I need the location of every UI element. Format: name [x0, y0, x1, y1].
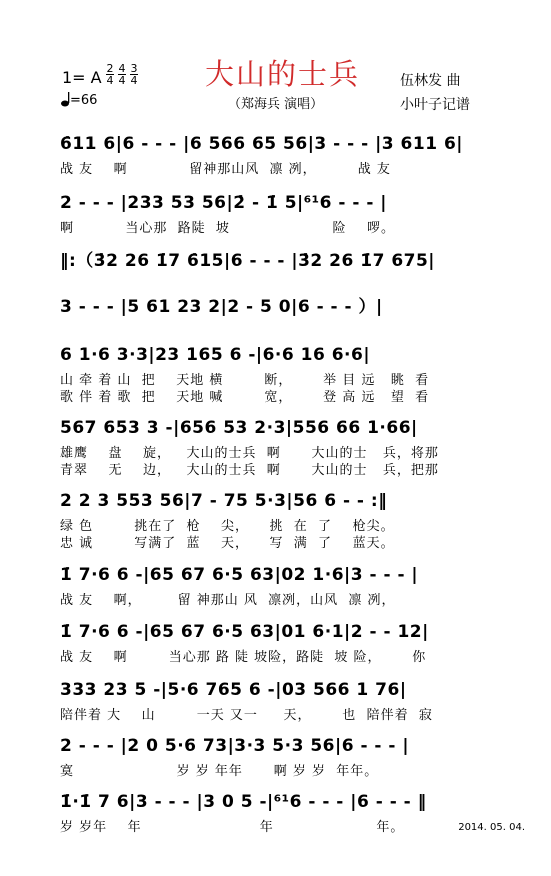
lyric-line: 战 友 啊 当心那 路 陡 坡险，路陡 坡 险， 你	[60, 649, 427, 665]
composer-credit: 伍林发 曲	[400, 73, 461, 89]
lyric-line-verse-1: 雄鹰 盘 旋， 大山的士兵 啊 大山的士 兵，将那	[60, 445, 439, 461]
notation-line: 2 - - - |233 53 56|2̇ - 1̇ 5|⁶¹6 - - - |	[60, 193, 388, 213]
meter-3: $\frac{3}{4}$	[130, 62, 138, 87]
notation-line: 2 - - - |2 0 5·6 73|3·3 5·3 56|6 - - - |	[60, 736, 410, 756]
time-signatures	[106, 63, 138, 86]
song-title: 大山的士兵	[205, 57, 361, 91]
lyric-line-verse-1: 绿 色 挑在了 枪 尖， 挑 在 了 枪尖。	[60, 518, 395, 534]
notation-line: 6 1·6 3·3|23 165 6 -|6·6 16 6·6|	[60, 345, 371, 365]
performer-credit: （郑海兵 演唱）	[228, 97, 324, 112]
notation-line: 2 2 3 553 56|7 - 75 5·3|56 6 - - :‖	[60, 491, 388, 511]
lyric-line-verse-2: 歌 伴 着 歌 把 天地 喊 宽， 登 高 远 望 看	[60, 389, 430, 405]
notation-line: 333 23 5 -|5·6 765 6 -|03 566 1 76|	[60, 680, 407, 700]
tempo-marking: =66	[70, 93, 98, 108]
lyric-line-verse-2: 青翠 无 边， 大山的士兵 啊 大山的士 兵，把那	[60, 462, 439, 478]
notation-line: 6̇11 6|6 - - - |6 566 65 56|3 - - - |3 611 6|	[60, 134, 463, 154]
lyric-line-verse-2: 忠 诚 写满了 蓝 天， 写 满 了 蓝天。	[60, 535, 395, 551]
notation-line: 3 - - - |5 61 23 2|2 - 5 0|6 - - - ）|	[60, 296, 383, 317]
notation-line: 1̇ 7·6 6 -|65 67 6·5 63|01 6·1|2 - - 12|	[60, 622, 429, 642]
transcription-date: 2014. 05. 04.	[458, 822, 525, 833]
key-signature: 1= A	[62, 68, 102, 87]
notation-line: 1̇ 7·6 6 -|65 67 6·5 63|02 1·6|3 - - - |	[60, 565, 419, 585]
lyric-line: 陪伴着 大 山 一天 又一 天， 也 陪伴着 寂	[60, 707, 433, 723]
meter-1: $\frac{2}{4}$	[106, 62, 114, 87]
lyric-line: 啊 当心那 路陡 坡 险 啰。	[60, 220, 396, 236]
notation-line: 1̇·1̇ 7 6|3 - - - |3 0 5 -|⁶¹6 - - - |6 - - - ‖	[60, 792, 427, 812]
notation-line: ‖:（3̇2 26 1̇7 6̇15|6 - - - |3̇2 26 1̇7 675|	[60, 250, 436, 271]
meter-2: $\frac{4}{4}$	[118, 62, 126, 87]
lyric-line-verse-1: 山 牵 着 山 把 天地 横 断， 举 目 远 眺 看	[60, 372, 430, 388]
transcriber-credit: 小叶子记谱	[400, 97, 470, 113]
lyric-line: 战 友 啊， 留 神那山 风 凛冽，山风 凛 冽，	[60, 592, 396, 608]
notation-line: 567 653 3 -|656 53 2·3|556 66 1·66|	[60, 418, 418, 438]
lyric-line: 战 友 啊 留神那山风 凛 冽， 战 友	[60, 161, 391, 177]
lyric-line: 岁 岁年 年 年 年。	[60, 819, 405, 835]
lyric-line: 寞 岁 岁 年年 啊 岁 岁 年年。	[60, 763, 379, 779]
